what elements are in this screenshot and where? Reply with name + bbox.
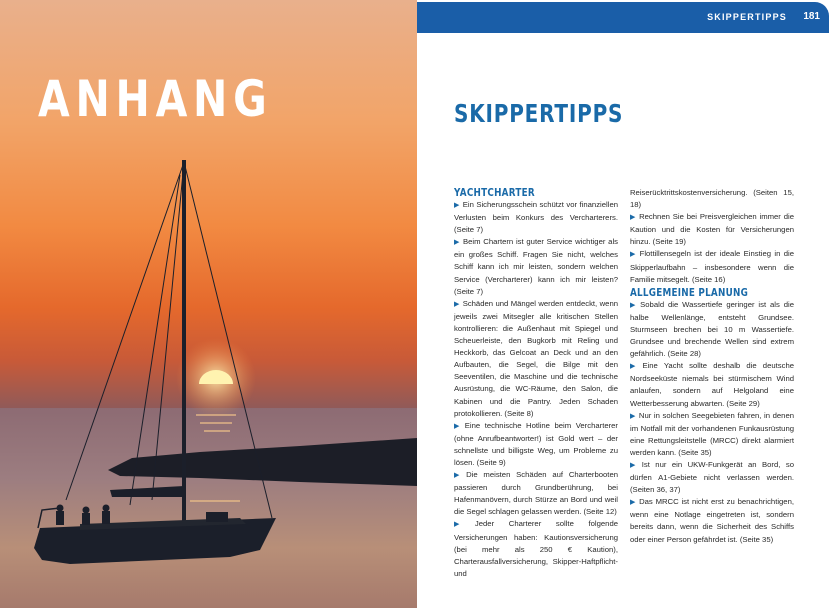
tip-item	[630, 459, 794, 496]
triangle-bullet-icon: ▶	[454, 422, 462, 430]
triangle-bullet-icon: ▶	[630, 363, 640, 371]
tip-text: Eine technische Hotline beim Vercharterer (ohne Anrufbeantworter!) ist Gold wert – der schnellste und billigste Weg, um Probleme zu lösen. (Seite 9)	[454, 420, 618, 467]
tip-text: Sobald die Wassertiefe geringer ist als die halbe Wellenlänge, entsteht Grundsee. Sturmseen brechen bei 10 m Wassertiefe. Grundsee und brechende Wellen sind extrem gefährlich. (Seite 28)	[630, 299, 794, 359]
tip-item	[454, 518, 618, 579]
tip-text: Die meisten Schäden auf Charterbooten passieren durch Grundberührung, bei Hafenmanövern, durch Stürze an Bord und weil die Segel schlagen gelassen werden. (Seite 12)	[454, 470, 618, 517]
tip-text: Flottillensegeln ist der ideale Einstieg in die Skipperlaufbahn – insbesondere wenn die Familie mitsegelt. (Seite 16)	[630, 249, 794, 284]
tip-item	[630, 211, 794, 248]
running-head: SKIPPERTIPPS	[707, 12, 787, 22]
section-title: ANHANG	[38, 70, 273, 128]
tip-item	[630, 360, 794, 409]
triangle-bullet-icon: ▶	[630, 214, 637, 222]
triangle-bullet-icon: ▶	[630, 301, 638, 309]
subheading-allgemeine-planung: ALLGEMEINE PLANUNG	[630, 285, 749, 299]
tip-text: Ist nur ein UKW-Funkgerät an Bord, so dürfen A1-Gebiete nicht verlassen werden. (Seiten 36, 37)	[630, 459, 794, 495]
subheading-yachtcharter: YACHTCHARTER	[454, 186, 535, 199]
running-header-bar	[417, 2, 829, 33]
triangle-bullet-icon: ▶	[630, 461, 639, 469]
triangle-bullet-icon: ▶	[454, 472, 464, 480]
tip-item	[454, 199, 618, 236]
page-title: SKIPPERTIPPS	[454, 99, 624, 128]
tip-item	[630, 410, 794, 459]
triangle-bullet-icon: ▶	[630, 251, 637, 259]
tip-item	[454, 298, 618, 420]
page-number: 181	[803, 11, 820, 22]
tip-text: Rechnen Sie bei Preisvergleichen immer die Kaution und die Kosten für Versicherungen hinzu. (Seite 19)	[630, 212, 794, 247]
tip-text: Beim Chartern ist guter Service wichtiger als ein großes Schiff. Fragen Sie nicht, welches Schiff kann ich mir leisten, sondern welchen Service (Vercharterer) kann ich mir leisten? (Seite 7)	[454, 237, 618, 296]
tip-text: Schäden und Mängel werden entdeckt, wenn jeweils zwei Mitsegler alle kritischen Stellen kontrollieren: die Außenhaut mit Spiegel und Scheuerleiste, den Bugkorb mit Reling und Heckkorb, das Gelcoat an Deck und an den Aufbauten, die Segel, die Bilge mit den Seeventilen, die Maschine und die technische Ausrüstung, die WC-Räume, den Salon, die Kabinen und die Pantry. Jeden Schaden protokollieren. (Seite 8)	[454, 298, 619, 418]
tip-item	[454, 420, 618, 469]
triangle-bullet-icon: ▶	[454, 521, 472, 529]
text-column-right	[630, 187, 794, 546]
tip-item	[630, 248, 794, 285]
tip-text: Ein Sicherungsschein schützt vor finanziellen Verlusten beim Konkurs des Vercharterers. (Seite 7)	[454, 200, 618, 235]
triangle-bullet-icon: ▶	[454, 202, 460, 209]
text-column-left	[454, 186, 618, 580]
triangle-bullet-icon: ▶	[454, 300, 460, 308]
triangle-bullet-icon: ▶	[454, 239, 461, 247]
tip-continuation: Reiserücktrittskostenversicherung. (Seiten 15, 18)	[630, 188, 794, 210]
tip-text: Eine Yacht sollte deshalb die deutsche Nordseeküste niemals bei stürmischem Wind anlaufen, sondern auf Helgoland eine Wetterbesserung abwarten. (Seite 29)	[630, 361, 794, 408]
tip-text: Das MRCC ist nicht erst zu benachrichtigen, wenn eine Notlage eingetreten ist, sondern bereits dann, wenn die Sicherheit des Schiffs oder einer Person gefährdet ist. (Seite 35)	[630, 497, 794, 544]
tip-item	[454, 469, 618, 518]
tip-text: Nur in solchen Seegebieten fahren, in denen im Notfall mit der vorhandenen Funkausrüstung eine Rettungsleitstelle (MRCC) direkt alarmiert werden kann. (Seite 35)	[630, 410, 795, 457]
tip-item	[630, 299, 794, 360]
tip-text: Jeder Charterer sollte folgende Versicherungen haben: Kautionsversicherung (bei mehr als 250 € Kaution), Charterausfallversicherung, Skipper-Haftpflicht- und	[454, 519, 618, 578]
tip-item	[630, 496, 794, 545]
triangle-bullet-icon: ▶	[630, 412, 636, 420]
triangle-bullet-icon: ▶	[630, 499, 637, 507]
tip-item	[454, 236, 618, 297]
